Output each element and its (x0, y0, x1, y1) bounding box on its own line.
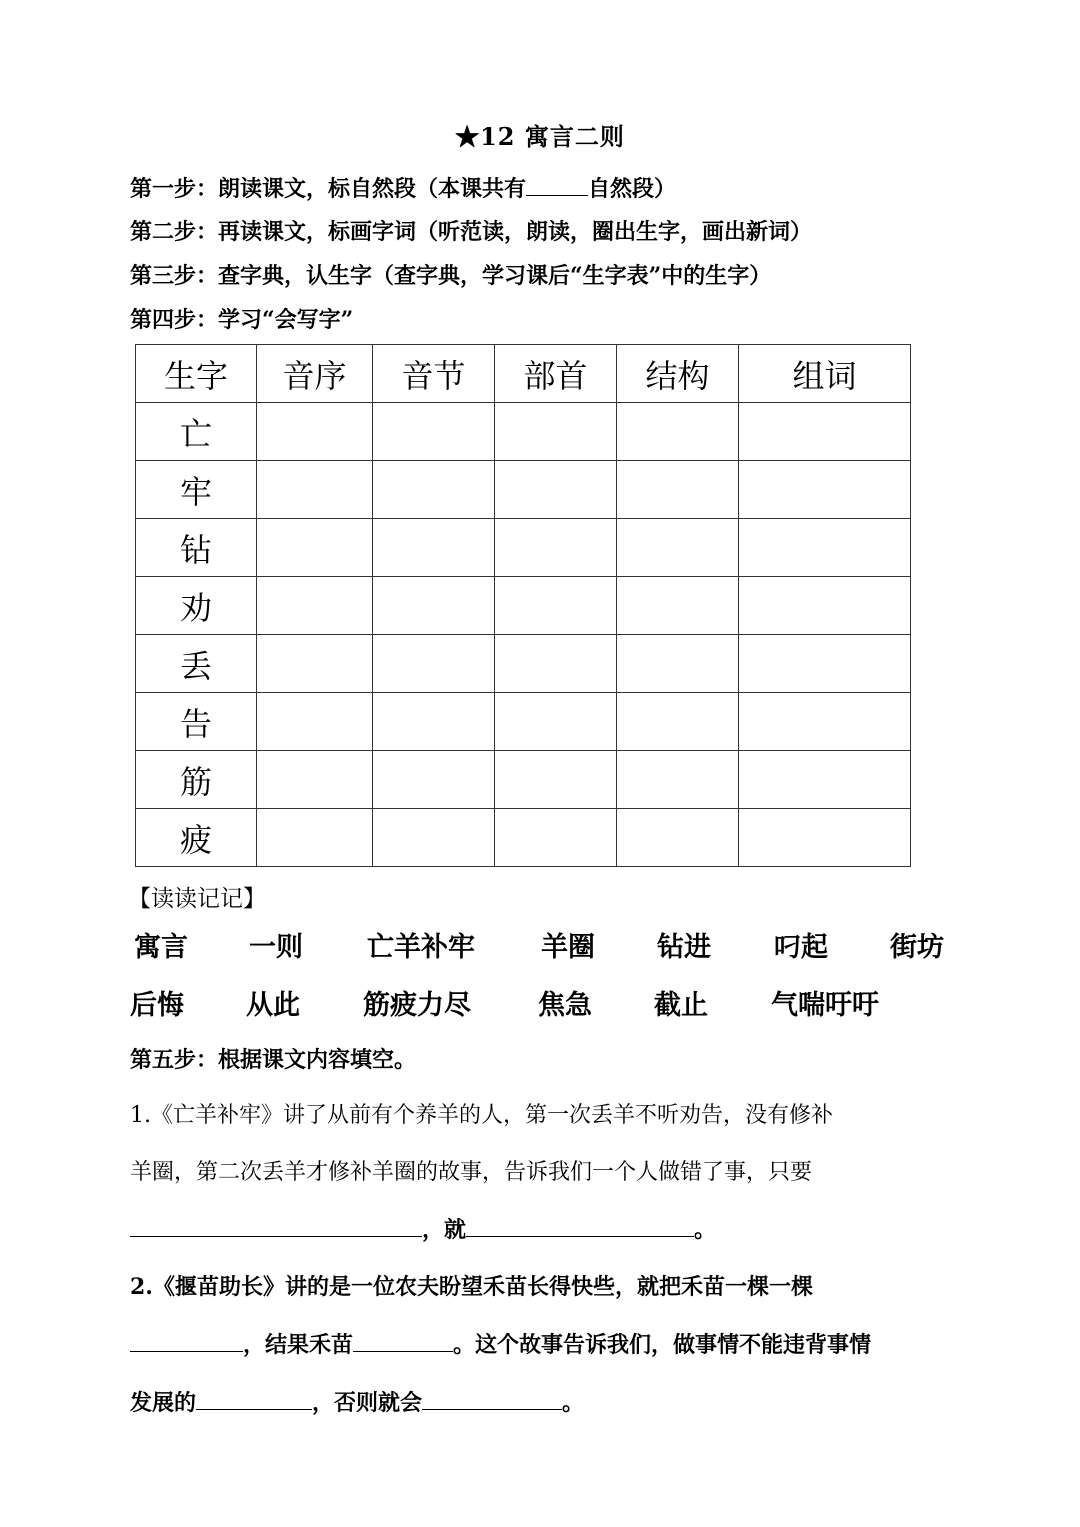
vocab-word: 钻进 (657, 932, 711, 963)
answer-cell[interactable] (495, 693, 617, 751)
answer-blank[interactable] (130, 1214, 422, 1237)
answer-cell[interactable] (257, 693, 373, 751)
answer-cell[interactable] (739, 693, 911, 751)
vocab-word: 筋疲力尽 (363, 990, 471, 1021)
table-header-row (136, 345, 911, 403)
answer-blank[interactable] (466, 1214, 694, 1237)
answer-cell[interactable] (739, 751, 911, 809)
answer-cell[interactable] (617, 635, 739, 693)
answer-cell[interactable] (617, 403, 739, 461)
character-cell: 牢 (136, 461, 257, 519)
question-1-line-1: 1.《亡羊补牢》讲了从前有个养羊的人，第一次丢羊不听劝告，没有修补 (130, 1103, 833, 1128)
step-1 (130, 172, 676, 203)
answer-cell[interactable] (373, 693, 495, 751)
vocab-word: 亡羊补牢 (367, 932, 475, 963)
answer-cell[interactable] (257, 809, 373, 867)
question-2-line-3 (130, 1386, 584, 1417)
answer-cell[interactable] (495, 461, 617, 519)
answer-cell[interactable] (739, 519, 911, 577)
table-row (136, 403, 911, 461)
answer-cell[interactable] (617, 751, 739, 809)
answer-cell[interactable] (257, 403, 373, 461)
character-cell: 告 (136, 693, 257, 751)
answer-cell[interactable] (739, 635, 911, 693)
step-1-suffix: 自然段） (588, 176, 677, 202)
answer-cell[interactable] (373, 461, 495, 519)
answer-cell[interactable] (257, 577, 373, 635)
question-1-line-3 (130, 1213, 716, 1244)
answer-cell[interactable] (373, 519, 495, 577)
character-cell: 亡 (136, 403, 257, 461)
step-3: 第三步：查字典，认生字（查字典，学习课后“生字表”中的生字） (130, 263, 772, 289)
step-4: 第四步：学习“会写字” (130, 307, 354, 333)
answer-cell[interactable] (495, 403, 617, 461)
answer-cell[interactable] (373, 809, 495, 867)
q2-text-e: 。 (562, 1390, 585, 1416)
q2-text-b: 。这个故事告诉我们，做事情不能违背事情 (453, 1332, 872, 1358)
character-table (135, 344, 911, 867)
answer-cell[interactable] (495, 751, 617, 809)
answer-cell[interactable] (617, 461, 739, 519)
vocab-word: 一则 (249, 932, 303, 963)
answer-blank[interactable] (196, 1387, 312, 1410)
page-title: ★12 寓言二则 (455, 122, 625, 151)
vocab-word: 截止 (654, 990, 708, 1021)
answer-cell[interactable] (373, 577, 495, 635)
vocab-word: 焦急 (538, 990, 592, 1021)
answer-cell[interactable] (257, 519, 373, 577)
table-row (136, 461, 911, 519)
reading-heading: 【读读记记】 (128, 886, 266, 912)
step-5: 第五步：根据课文内容填空。 (130, 1047, 417, 1073)
q1-end: 。 (694, 1217, 717, 1243)
answer-cell[interactable] (617, 809, 739, 867)
step-2: 第二步：再读课文，标画字词（听范读，朗读，圈出生字，画出新词） (130, 219, 813, 245)
header-cell: 音节 (373, 345, 495, 403)
character-cell: 筋 (136, 751, 257, 809)
table-body (136, 403, 911, 867)
answer-cell[interactable] (373, 635, 495, 693)
answer-cell[interactable] (617, 693, 739, 751)
vocab-word: 气喘吁吁 (771, 990, 879, 1021)
answer-cell[interactable] (495, 635, 617, 693)
character-cell: 劝 (136, 577, 257, 635)
q1-connector: ，就 (422, 1217, 467, 1243)
question-2-line-1: 2.《揠苗助长》讲的是一位农夫盼望禾苗长得快些，就把禾苗一棵一棵 (130, 1274, 813, 1300)
character-cell: 疲 (136, 809, 257, 867)
table-row (136, 635, 911, 693)
header-cell: 组词 (739, 345, 911, 403)
question-2-line-2 (130, 1328, 871, 1359)
vocab-word: 从此 (246, 990, 300, 1021)
answer-cell[interactable] (617, 519, 739, 577)
answer-cell[interactable] (739, 577, 911, 635)
table-row (136, 577, 911, 635)
character-cell: 丢 (136, 635, 257, 693)
header-cell: 结构 (617, 345, 739, 403)
header-cell: 部首 (495, 345, 617, 403)
table-row (136, 751, 911, 809)
answer-cell[interactable] (373, 751, 495, 809)
table-row (136, 809, 911, 867)
answer-cell[interactable] (495, 519, 617, 577)
header-cell: 音序 (257, 345, 373, 403)
answer-blank[interactable] (353, 1329, 453, 1352)
vocab-word: 羊圈 (541, 932, 595, 963)
vocab-word: 叼起 (774, 932, 828, 963)
header-cell: 生字 (136, 345, 257, 403)
vocab-word: 后悔 (130, 990, 184, 1021)
paragraph-count-blank[interactable] (526, 173, 588, 196)
question-1-line-2: 羊圈，第二次丢羊才修补羊圈的故事，告诉我们一个人做错了事，只要 (130, 1160, 813, 1185)
answer-cell[interactable] (373, 403, 495, 461)
q2-text-c: 发展的 (130, 1390, 197, 1416)
answer-blank[interactable] (422, 1387, 562, 1410)
answer-cell[interactable] (257, 635, 373, 693)
answer-cell[interactable] (257, 461, 373, 519)
answer-cell[interactable] (495, 809, 617, 867)
answer-cell[interactable] (739, 461, 911, 519)
q2-text-a: ，结果禾苗 (243, 1332, 354, 1358)
character-cell: 钻 (136, 519, 257, 577)
answer-cell[interactable] (617, 577, 739, 635)
answer-cell[interactable] (495, 577, 617, 635)
vocab-word: 寓言 (134, 932, 188, 963)
answer-blank[interactable] (130, 1329, 243, 1352)
table-row (136, 519, 911, 577)
table-row (136, 693, 911, 751)
answer-cell[interactable] (739, 403, 911, 461)
vocab-word: 街坊 (890, 932, 944, 963)
step-1-text: 第一步：朗读课文，标自然段（本课共有 (130, 176, 527, 202)
answer-cell[interactable] (257, 751, 373, 809)
answer-cell[interactable] (739, 809, 911, 867)
q2-text-d: ，否则就会 (312, 1390, 423, 1416)
